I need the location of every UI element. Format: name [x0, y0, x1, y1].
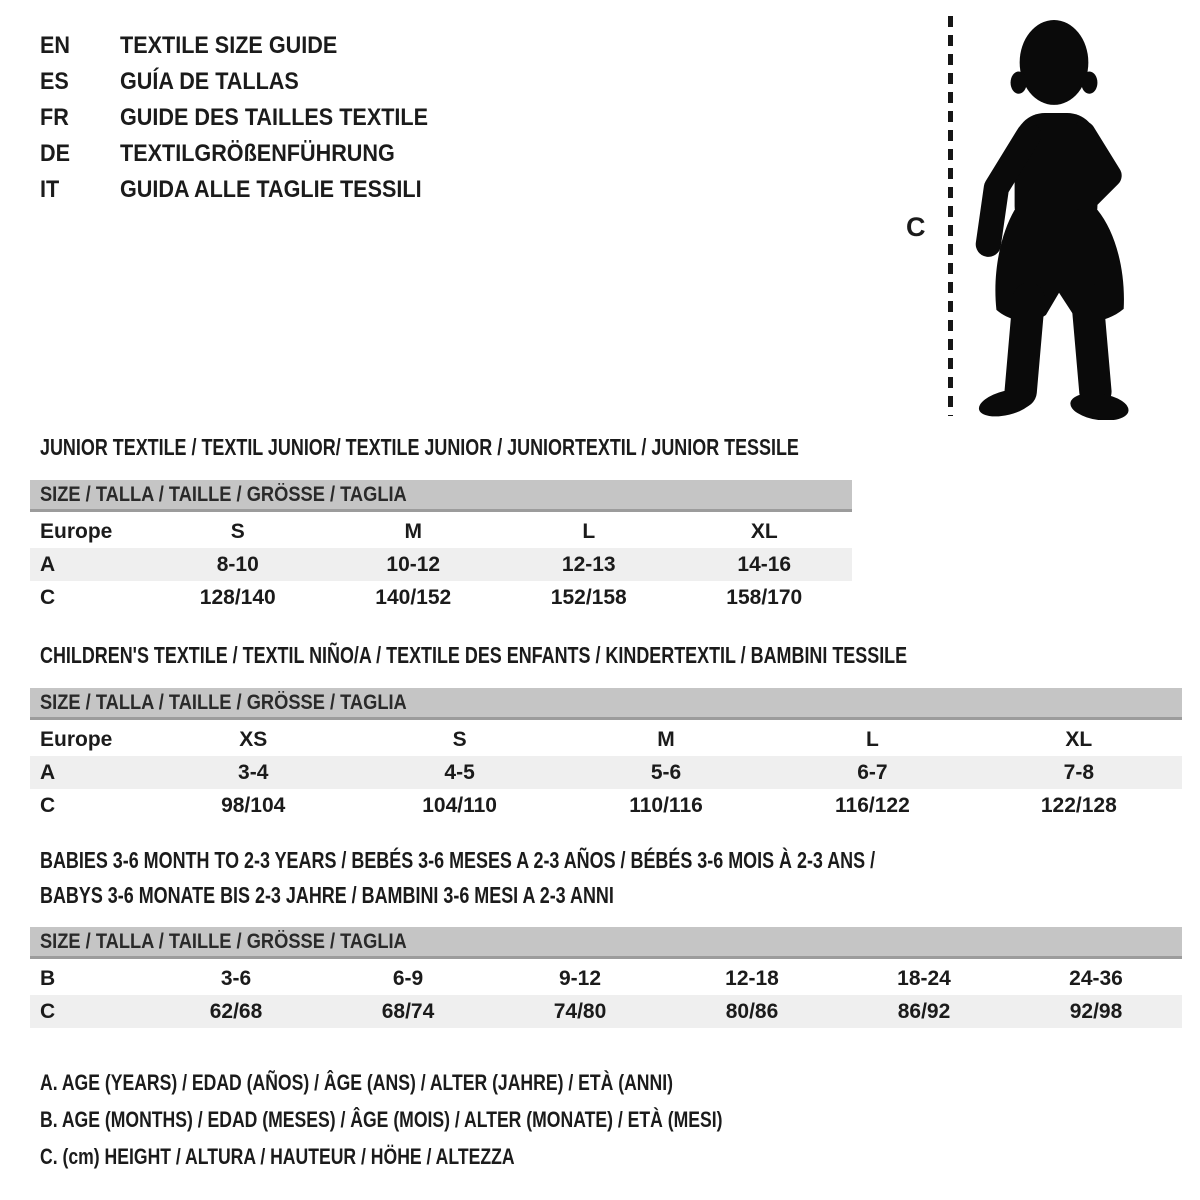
guide-title-en: TEXTILE SIZE GUIDE: [120, 32, 338, 59]
language-code: IT: [40, 176, 60, 203]
age-cell: 5-6: [650, 761, 682, 784]
language-row: [40, 136, 462, 172]
guide-title-es: GUÍA DE TALLAS: [120, 68, 299, 95]
months-cell: 24-36: [1069, 967, 1123, 990]
height-dashed-line: [948, 16, 953, 416]
size-cell: XL: [750, 520, 778, 543]
language-row: [40, 100, 462, 136]
babies-section-title-text2: BABYS 3-6 MONATE BIS 2-3 JAHRE / BAMBINI 3-6 MESI A 2-3 ANNI: [40, 882, 614, 908]
size-cell: L: [582, 520, 596, 543]
height-cell: 152/158: [550, 586, 627, 609]
legend-text-c: C. (cm) HEIGHT / ALTURA / HAUTEUR / HÖHE / ALTEZZA: [40, 1144, 515, 1169]
language-code: FR: [40, 104, 69, 131]
row-label: B: [40, 967, 56, 990]
height-cell: 110/116: [629, 794, 703, 817]
age-cell: 4-5: [444, 761, 475, 784]
height-cell: 104/110: [422, 794, 497, 817]
junior-size-table: [30, 480, 852, 614]
language-code: ES: [40, 68, 69, 95]
size-cell: M: [657, 728, 675, 751]
height-cell: 158/170: [726, 586, 803, 609]
children-size-table: [30, 688, 1182, 822]
language-code: DE: [40, 140, 71, 167]
size-cell: L: [866, 728, 879, 751]
legend-line-a: [40, 1064, 893, 1101]
babies-section-title-line2: [40, 882, 776, 909]
height-cell: 74/80: [553, 1000, 607, 1023]
size-header-label: SIZE / TALLA / TAILLE / GRÖSSE / TAGLIA: [40, 483, 407, 506]
legend-block: [40, 1064, 893, 1175]
height-measure-label: C: [906, 212, 926, 242]
row-label: C: [40, 586, 56, 609]
row-label: A: [40, 761, 56, 784]
row-label: Europe: [40, 728, 113, 751]
legend-text-b: B. AGE (MONTHS) / EDAD (MESES) / ÂGE (MOIS) / ALTER (MONATE) / ETÀ (MESI): [40, 1107, 723, 1132]
children-size-header-bar: [30, 688, 1182, 720]
size-cell: M: [404, 520, 422, 543]
table-row-europe: [30, 723, 1182, 756]
height-cell: 122/128: [1040, 794, 1117, 817]
months-cell: 3-6: [220, 967, 252, 990]
size-cell: XL: [1065, 728, 1093, 751]
table-row-age: [30, 756, 1182, 789]
language-title-list: [40, 28, 462, 208]
junior-section-title-text: JUNIOR TEXTILE / TEXTIL JUNIOR/ TEXTILE JUNIOR / JUNIORTEXTIL / JUNIOR TESSILE: [40, 434, 799, 460]
table-row-age: [30, 548, 852, 581]
height-cell: 80/86: [725, 1000, 779, 1023]
guide-title-fr: GUIDE DES TAILLES TEXTILE: [120, 104, 429, 131]
months-cell: 9-12: [558, 967, 602, 990]
guide-title-de: TEXTILGRÖßENFÜHRUNG: [120, 140, 395, 167]
row-label: Europe: [40, 520, 113, 543]
table-row-height: [30, 581, 852, 614]
height-cell: 98/104: [221, 794, 286, 817]
row-label: A: [40, 553, 56, 576]
age-cell: 6-7: [857, 761, 888, 784]
size-cell: S: [452, 728, 467, 751]
junior-size-header-bar: [30, 480, 852, 512]
height-cell: 68/74: [381, 1000, 435, 1023]
size-cell: XS: [239, 728, 268, 751]
height-cell: 86/92: [897, 1000, 951, 1023]
height-cell: 116/122: [835, 794, 910, 817]
age-cell: 7-8: [1063, 761, 1094, 784]
babies-size-table: [30, 927, 1182, 1028]
size-header-label: SIZE / TALLA / TAILLE / GRÖSSE / TAGLIA: [40, 930, 407, 953]
table-row-height: [30, 789, 1182, 822]
legend-text-a: A. AGE (YEARS) / EDAD (AÑOS) / ÂGE (ANS) / ALTER (JAHRE) / ETÀ (ANNI): [40, 1070, 673, 1095]
babies-section-title-text1: BABIES 3-6 MONTH TO 2-3 YEARS / BEBÉS 3-6 MESES A 2-3 AÑOS / BÉBÉS 3-6 MOIS À 2-3 ANS /: [40, 847, 876, 873]
height-cell: 140/152: [375, 586, 452, 609]
size-cell: S: [230, 520, 245, 543]
legend-line-b: [40, 1101, 893, 1138]
babies-section-title-line1: [40, 847, 1111, 874]
legend-line-c: [40, 1138, 893, 1175]
age-cell: 3-4: [238, 761, 269, 784]
children-section-title-text: CHILDREN'S TEXTILE / TEXTIL NIÑO/A / TEXTILE DES ENFANTS / KINDERTEXTIL / BAMBINI TESSILE: [40, 642, 908, 668]
toddler-silhouette-icon: [966, 16, 1142, 420]
language-row: [40, 172, 462, 208]
row-label: C: [40, 1000, 56, 1023]
size-header-label: SIZE / TALLA / TAILLE / GRÖSSE / TAGLIA: [40, 691, 407, 714]
table-row-height: [30, 995, 1182, 1028]
table-row-europe: [30, 515, 852, 548]
height-cell: 128/140: [199, 586, 276, 609]
row-label: C: [40, 794, 56, 817]
age-cell: 14-16: [737, 553, 792, 576]
age-cell: 8-10: [216, 553, 259, 576]
months-cell: 6-9: [392, 967, 424, 990]
babies-size-header-bar: [30, 927, 1182, 959]
language-row: [40, 64, 462, 100]
children-section-title: [40, 642, 1152, 669]
age-cell: 10-12: [386, 553, 441, 576]
junior-section-title: [40, 434, 1013, 461]
months-cell: 18-24: [897, 967, 951, 990]
height-cell: 62/68: [209, 1000, 263, 1023]
months-cell: 12-18: [725, 967, 779, 990]
height-cell: 92/98: [1069, 1000, 1123, 1023]
language-code: EN: [40, 32, 71, 59]
age-cell: 12-13: [561, 553, 616, 576]
guide-title-it: GUIDA ALLE TAGLIE TESSILI: [120, 176, 422, 203]
table-row-months: [30, 962, 1182, 995]
language-row: [40, 28, 462, 64]
